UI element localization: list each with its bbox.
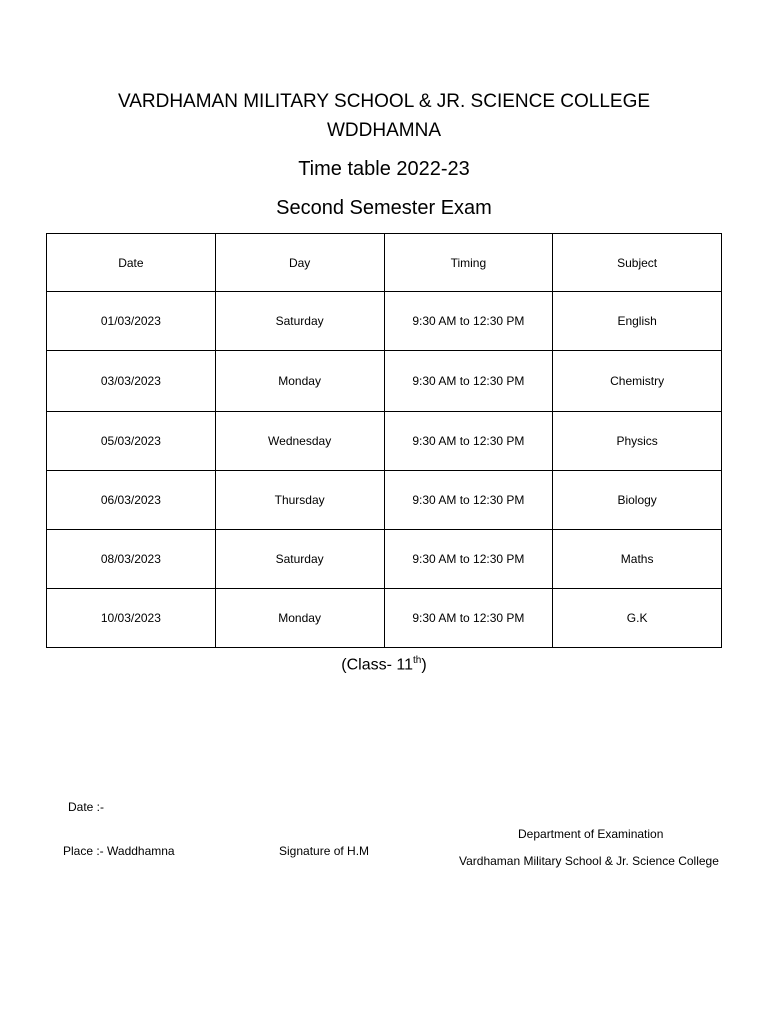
table-row	[47, 471, 722, 530]
cell-subject: G.K	[553, 589, 722, 648]
cell-timing: 9:30 AM to 12:30 PM	[384, 530, 553, 589]
cell-date: 06/03/2023	[47, 471, 216, 530]
cell-date: 08/03/2023	[47, 530, 216, 589]
cell-day: Thursday	[215, 471, 384, 530]
table-row	[47, 589, 722, 648]
cell-day: Monday	[215, 589, 384, 648]
signature-label: Signature of H.M	[279, 844, 370, 858]
table-row	[47, 412, 722, 471]
column-header-subject: Subject	[553, 234, 722, 292]
cell-timing: 9:30 AM to 12:30 PM	[384, 471, 553, 530]
cell-timing: 9:30 AM to 12:30 PM	[384, 351, 553, 412]
column-header-date: Date	[47, 234, 216, 292]
column-header-timing: Timing	[384, 234, 553, 292]
class-note-prefix: (Class- 11	[341, 656, 414, 674]
college-name-footer: Vardhaman Military School & Jr. Science College	[459, 854, 719, 868]
table-row	[47, 530, 722, 589]
cell-day: Monday	[215, 351, 384, 412]
cell-subject: Maths	[553, 530, 722, 589]
table-row	[47, 351, 722, 412]
date-label: Date :-	[68, 800, 105, 814]
table-header-row	[47, 234, 722, 292]
class-note-suffix: )	[421, 656, 427, 674]
cell-day: Saturday	[215, 292, 384, 351]
cell-date: 01/03/2023	[47, 292, 216, 351]
column-header-day: Day	[215, 234, 384, 292]
cell-date: 03/03/2023	[47, 351, 216, 412]
cell-date: 05/03/2023	[47, 412, 216, 471]
school-location: WDDHAMNA	[327, 120, 441, 141]
class-note	[0, 650, 768, 676]
cell-subject: Physics	[553, 412, 722, 471]
cell-timing: 9:30 AM to 12:30 PM	[384, 589, 553, 648]
cell-timing: 9:30 AM to 12:30 PM	[384, 292, 553, 351]
timetable-title: Time table 2022-23	[298, 158, 470, 180]
cell-day: Wednesday	[215, 412, 384, 471]
cell-date: 10/03/2023	[47, 589, 216, 648]
department-label: Department of Examination	[518, 827, 664, 841]
school-name: VARDHAMAN MILITARY SCHOOL & JR. SCIENCE COLLEGE	[117, 91, 651, 112]
cell-day: Saturday	[215, 530, 384, 589]
exam-timetable	[46, 233, 722, 648]
table-row	[47, 292, 722, 351]
exam-title: Second Semester Exam	[276, 197, 492, 219]
place-label: Place :- Waddhamna	[63, 844, 175, 858]
cell-subject: English	[553, 292, 722, 351]
cell-timing: 9:30 AM to 12:30 PM	[384, 412, 553, 471]
class-note-superscript: th	[413, 655, 422, 666]
cell-subject: Biology	[553, 471, 722, 530]
cell-subject: Chemistry	[553, 351, 722, 412]
